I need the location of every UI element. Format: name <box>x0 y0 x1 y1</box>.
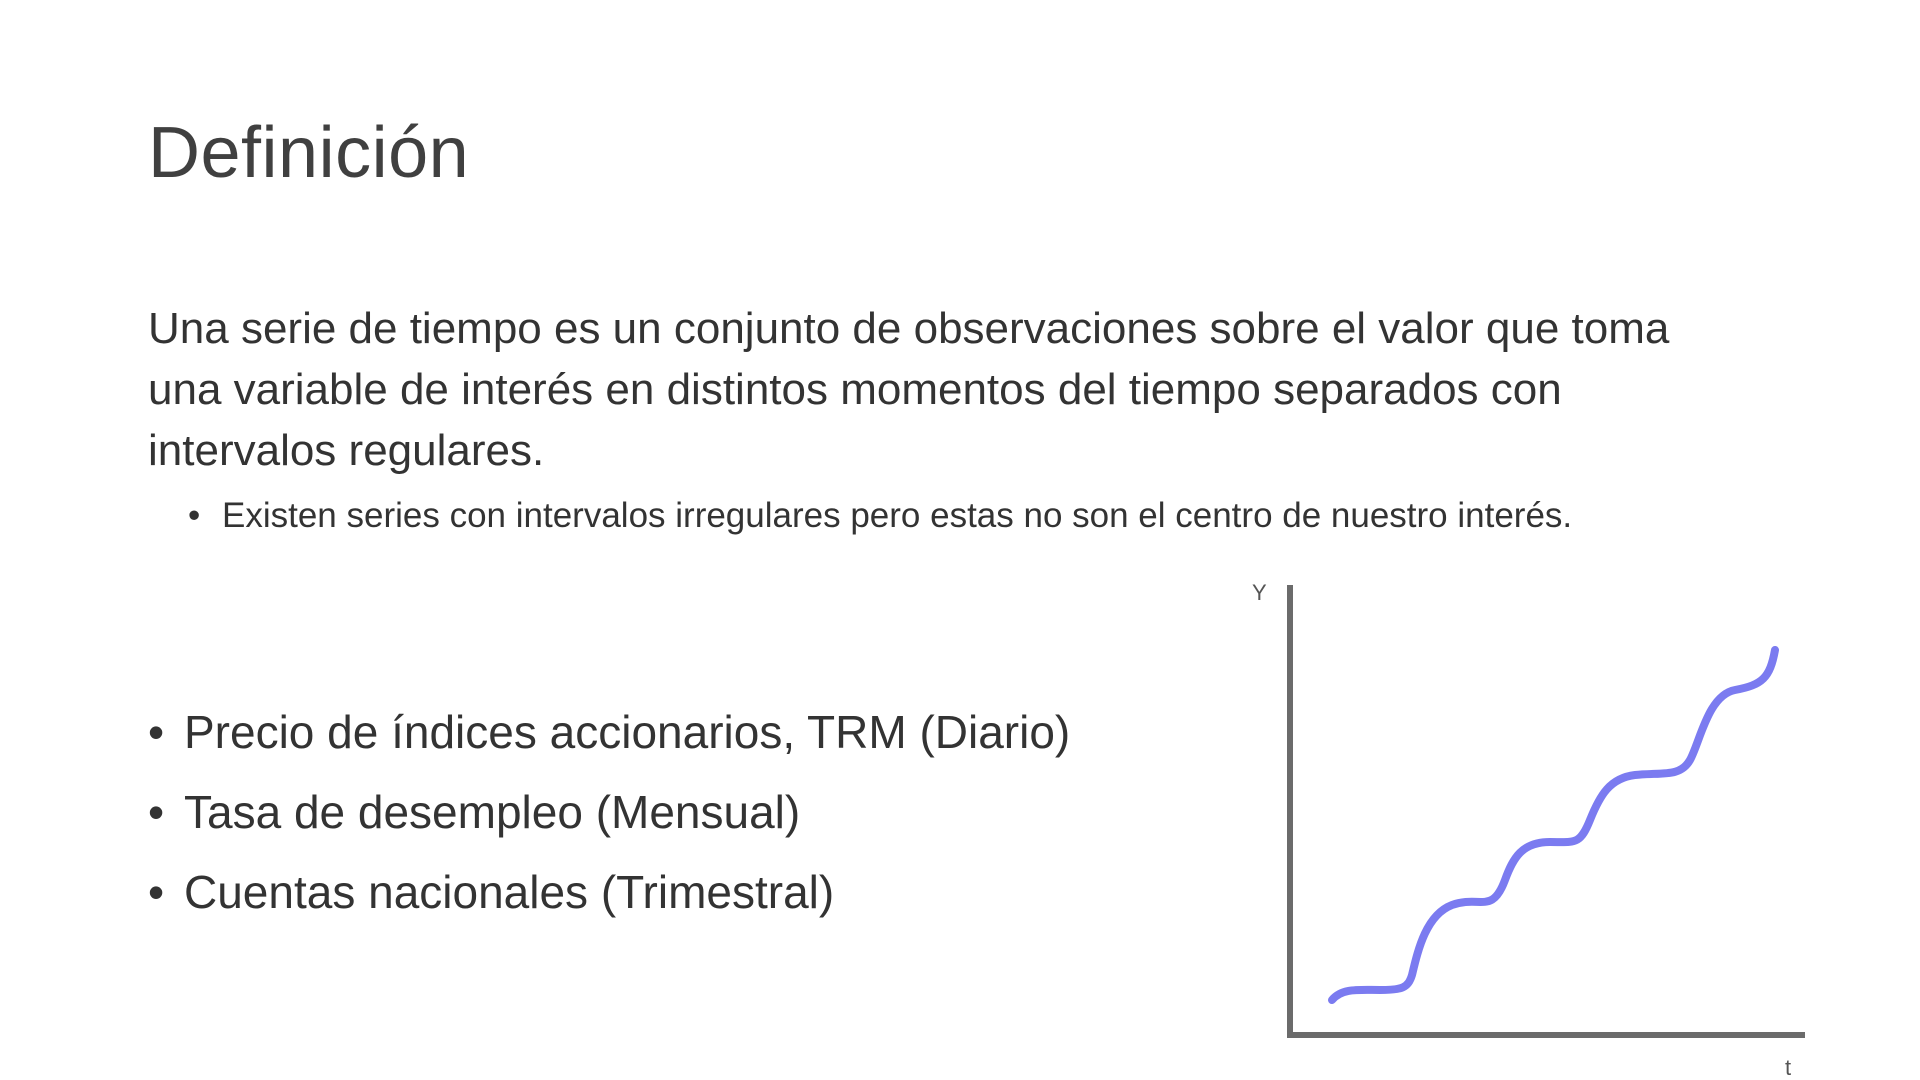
list-item <box>148 772 1070 852</box>
series-curve <box>1332 650 1775 1000</box>
list-item-text: Tasa de desempleo (Mensual) <box>184 786 801 838</box>
y-axis-label: Y <box>1252 580 1267 605</box>
list-item-text: Cuentas nacionales (Trimestral) <box>184 866 835 918</box>
sub-bullet <box>188 490 1662 541</box>
examples-list <box>148 692 1070 932</box>
list-item-text: Precio de índices accionarios, TRM (Diario) <box>184 706 1071 758</box>
x-axis-label: t <box>1785 1055 1792 1080</box>
bullet-marker: • <box>148 786 165 838</box>
definition-text: Una serie de tiempo es un conjunto de observaciones sobre el valor que toma una variable de interés en distintos momentos del tiempo separados con intervalos regulares. <box>148 304 1670 475</box>
bullet-marker: • <box>148 866 165 918</box>
bullet-marker: • <box>148 706 165 758</box>
bullet-marker: • <box>188 496 201 535</box>
list-item <box>148 852 1070 932</box>
slide-title: Definición <box>148 113 470 193</box>
sub-bullet-text: Existen series con intervalos irregulares pero estas no son el centro de nuestro interés. <box>222 496 1573 535</box>
time-series-diagram <box>1230 570 1830 1080</box>
list-item <box>148 692 1070 772</box>
